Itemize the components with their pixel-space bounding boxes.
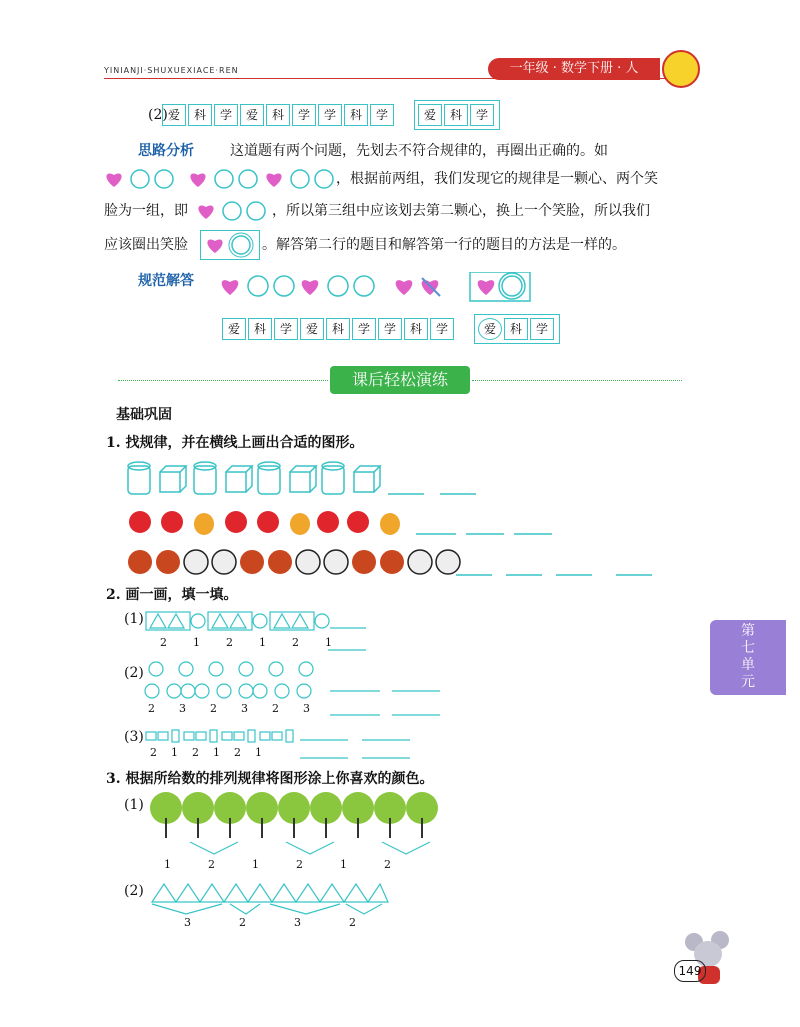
q2-label: (2) [148,107,168,123]
q2-cells [162,104,396,126]
char-cell: 学 [274,318,298,340]
p2-r2-numbers: 2 3 2 3 2 3 [148,702,310,715]
analysis-line1: 这道题有两个问题，先划去不符合规律的，再圈出正确的。如 [230,143,608,159]
p3-r1-label: (1) [124,797,144,813]
char-cell: 学 [378,318,402,340]
fruit-row [126,506,556,540]
answer-label: 规范解答 [138,273,194,289]
char-cell: 爱 [478,318,502,340]
char-cell: 学 [470,104,494,126]
p3-r2-numbers: 3 2 3 2 [184,916,356,929]
char-cell: 科 [444,104,468,126]
char-cell: 爱 [300,318,324,340]
header-title: 一年级 · 数学下册 · 人 [488,58,660,80]
analysis-line4a: 应该圈出笑脸 [104,237,188,253]
char-cell: 学 [292,104,316,126]
char-cell: 科 [344,104,368,126]
p3-r1-numbers: 1 2 1 2 1 2 [164,858,391,871]
char-cell: 科 [326,318,350,340]
heart-smile-group [196,200,268,226]
unit-tab: 第 七 单 元 [710,620,786,695]
char-cell: 科 [404,318,428,340]
answer-cells [222,318,456,340]
shapes-row [126,460,486,502]
analysis-label: 思路分析 [138,143,194,159]
p2-r1-shapes [144,610,366,658]
divider-left [118,380,328,382]
char-cell: 学 [530,318,554,340]
char-cell: 科 [266,104,290,126]
logo-badge [662,50,700,88]
subsection-title: 基础巩固 [116,407,172,423]
p2-r2-label: (2) [124,665,144,681]
problem2-title: 2. 画一画，填一填。 [106,587,238,603]
analysis-line3b: ，所以第三组中应该划去第二颗心，换上一个笑脸，所以我们 [272,203,650,219]
p2-r3-label: (3) [124,729,144,745]
circled-answer [200,230,260,260]
char-cell: 学 [370,104,394,126]
char-cell: 爱 [240,104,264,126]
q2-group [414,100,500,130]
char-cell: 爱 [418,104,442,126]
page-number: 149 [674,960,706,982]
char-cell: 学 [318,104,342,126]
answer-sequence [218,272,532,306]
p2-r1-numbers: 2 1 2 1 2 1 [160,636,332,649]
ball-row [126,548,656,582]
char-cell: 学 [430,318,454,340]
analysis-line2: ，根据前两组，我们发现它的规律是一颗心、两个笑 [336,171,658,187]
char-cell: 科 [248,318,272,340]
p2-r2-shapes [144,660,444,726]
divider-right [472,380,682,382]
analysis-line4b: 。解答第二行的题目和解答第一行的题目的方法是一样的。 [262,237,626,253]
triangle-row [150,882,390,920]
header-pinyin: YINIANJI·SHUXUEXIACE·REN [104,66,239,75]
char-cell: 爱 [162,104,186,126]
p3-r2-label: (2) [124,883,144,899]
problem1-title: 1. 找规律，并在横线上画出合适的图形。 [106,435,364,451]
heart-smile-seq [104,168,334,194]
char-cell: 学 [352,318,376,340]
answer-group [474,314,560,344]
p2-r1-label: (1) [124,611,144,627]
char-cell: 科 [504,318,528,340]
p2-r3-numbers: 2 1 2 1 2 1 [150,746,262,759]
analysis-line3a: 脸为一组，即 [104,203,188,219]
section-banner: 课后轻松演练 [330,366,470,394]
problem3-title: 3. 根据所给数的排列规律将图形涂上你喜欢的颜色。 [106,771,434,787]
char-cell: 学 [214,104,238,126]
char-cell: 科 [188,104,212,126]
char-cell: 爱 [222,318,246,340]
